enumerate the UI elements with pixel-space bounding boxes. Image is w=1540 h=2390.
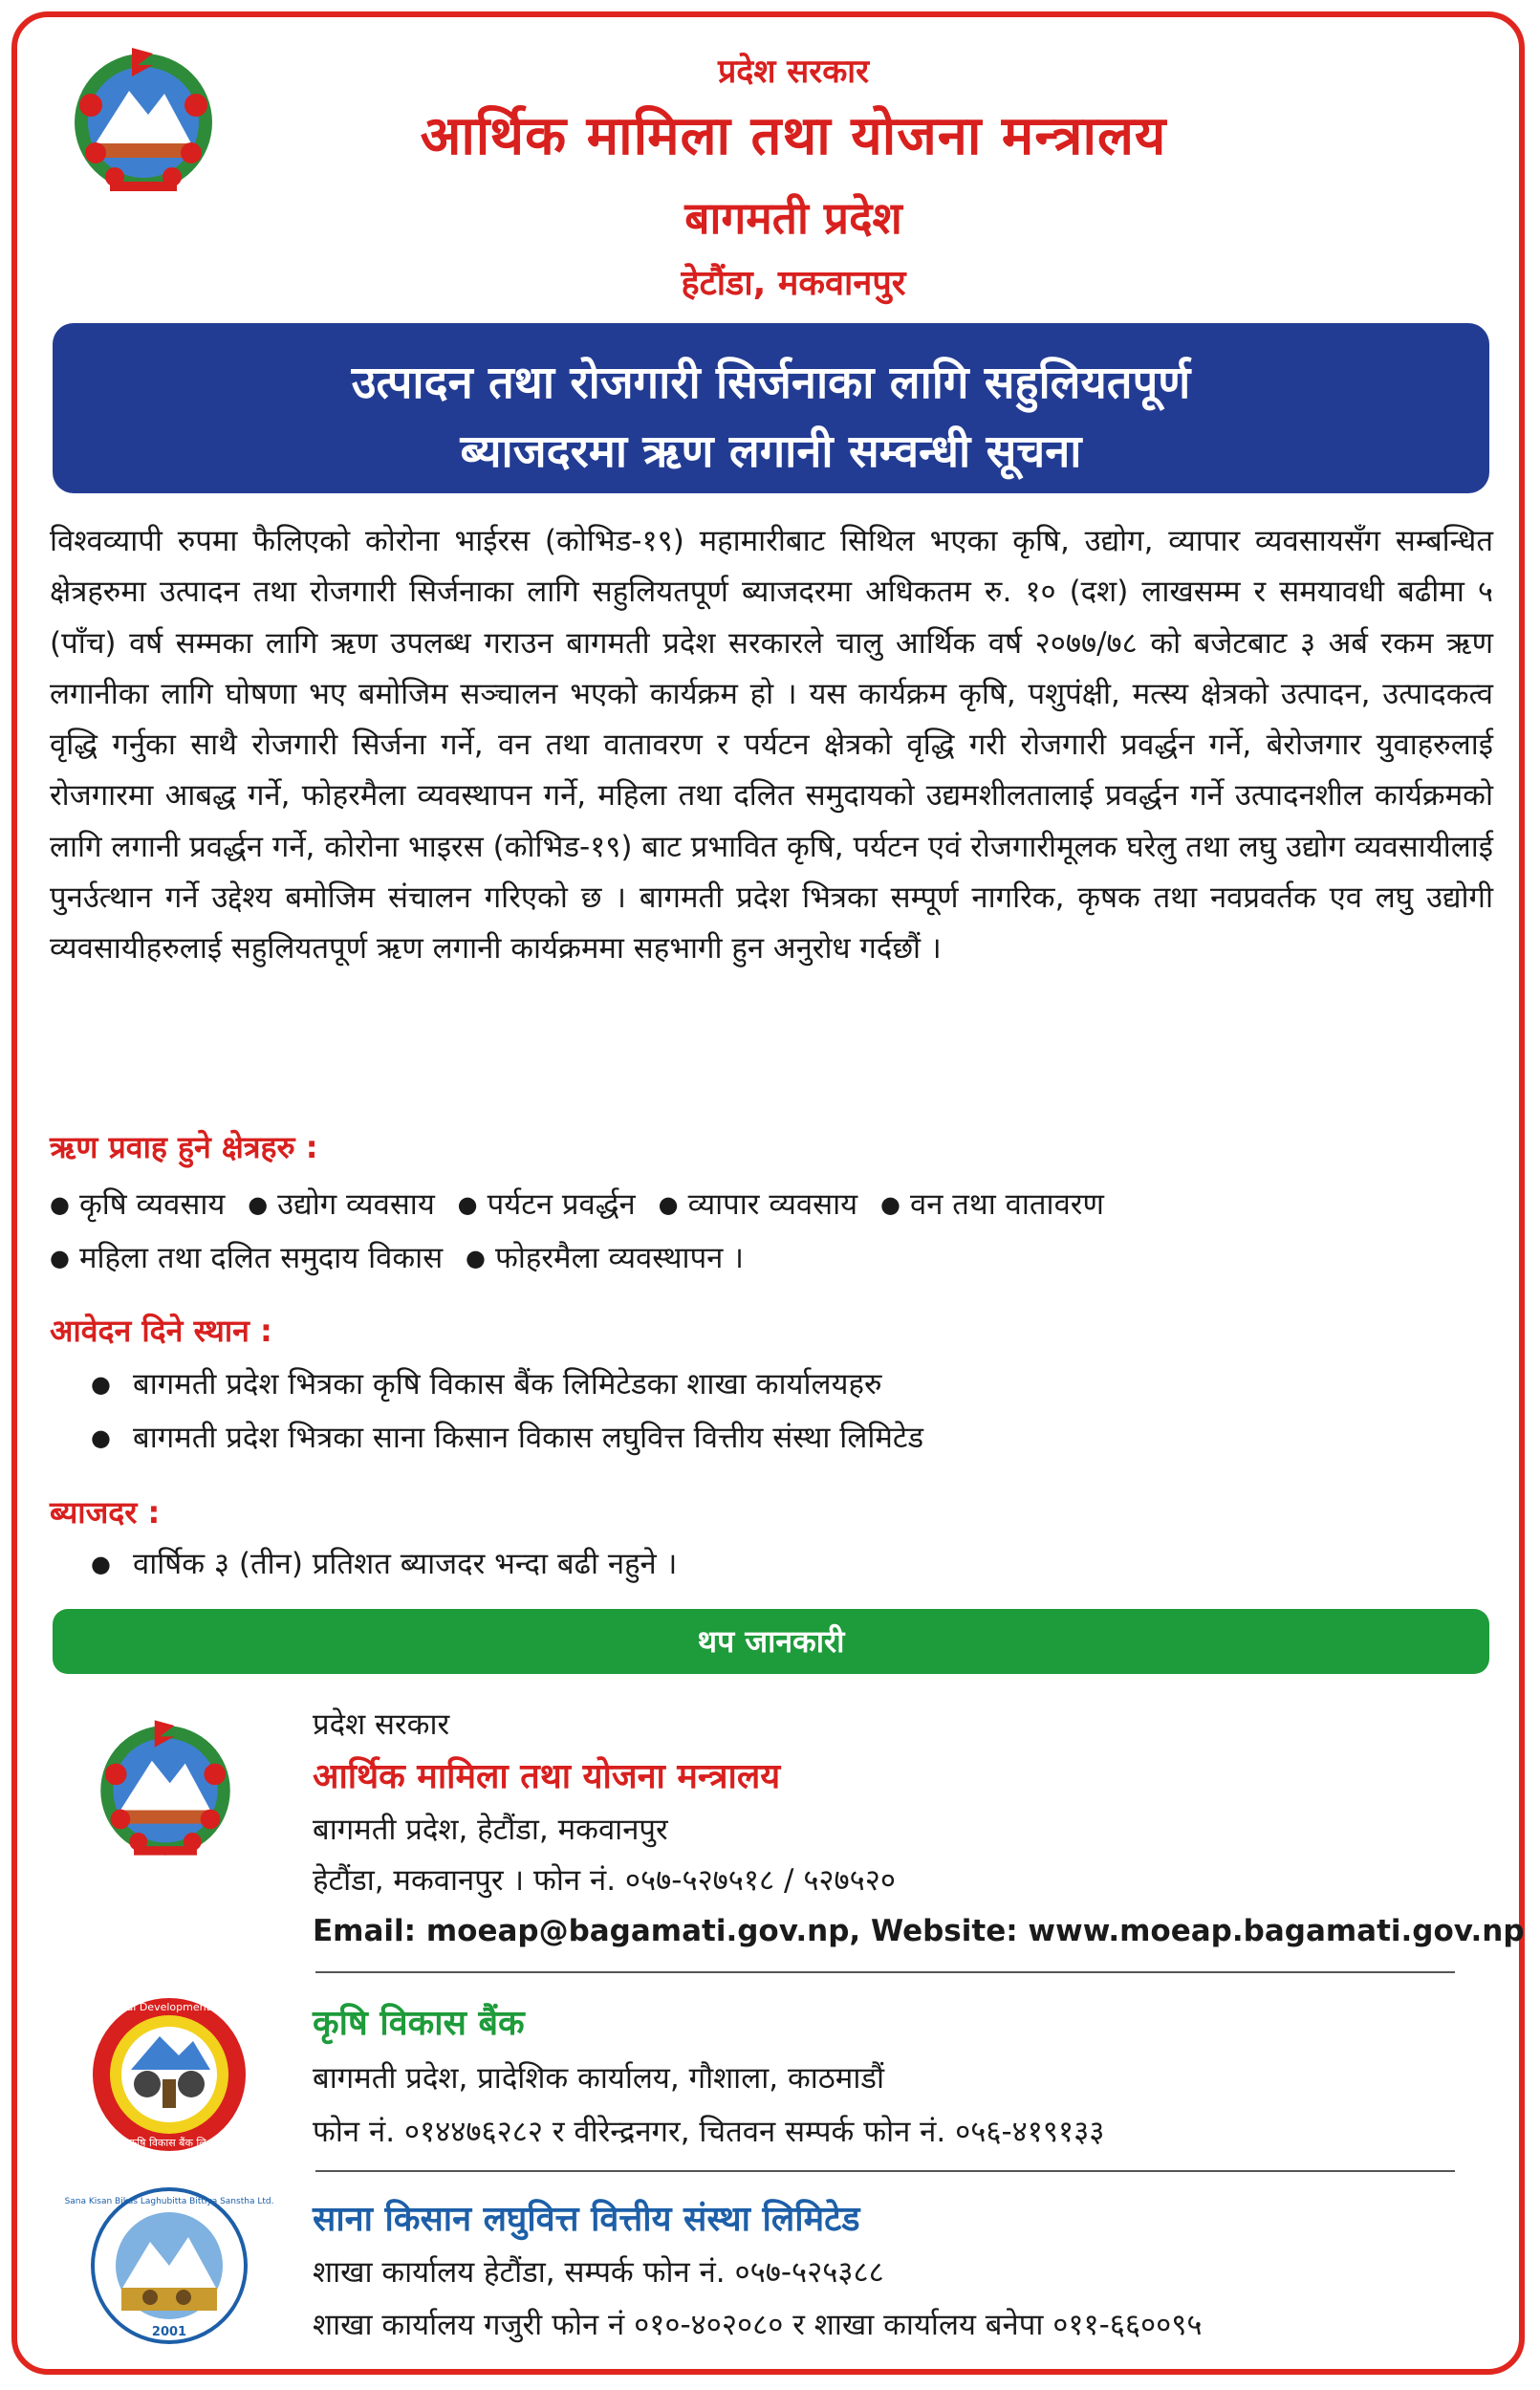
banner-line-1: उत्पादन तथा रोजगारी सिर्जनाका लागि सहुलियतपूर्ण (351, 357, 1191, 409)
contact-ministry-phone: हेटौंडा, मकवानपुर । फोन नं. ०५७-५२७५१८ / ५२७५२० (313, 1863, 897, 1898)
notice-paragraph: विश्वव्यापी रुपमा फैलिएको कोरोना भाईरस (कोभिड-१९) महामारीबाट सिथिल भएका कृषि, उद्योग, व्यापार व्यवसायसँग सम्बन्धित क्षेत्रहरुमा उत्पादन तथा रोजगारी सिर्जनाका लागि सहुलियतपूर्ण ब्याजदरमा अधिकतम रु. १० (दश) लाखसम्म र समयावधी बढीमा ५ (पाँच) वर्ष सम्मका लागि ऋण उपलब्ध गराउन बागमती प्रदेश सरकारले चालु आर्थिक वर्ष २०७७/७८ को बजेटबाट ३ अर्ब रकम ऋण लगानीका लागि घोषणा भए बमोजिम सञ्चालन भएको कार्यक्रम हो । यस कार्यक्रम कृषि, पशुपंक्षी, मत्स्य क्षेत्रको उत्पादन, उत्पादकत्व वृद्धि गर्नुका साथै रोजगारी सिर्जना गर्ने, वन तथा वातावरण र पर्यटन क्षेत्रको वृद्धि गरी रोजगारी प्रवर्द्धन गर्ने, बेरोजगार युवाहरुलाई रोजगारमा आबद्ध गर्ने, फोहरमैला व्यवस्थापन गर्ने, महिला तथा दलित समुदायको उद्यमशीलतालाई प्रवर्द्धन गर्ने उत्पादनशील कार्यक्रमको लागि लगानी प्रवर्द्धन गर्ने, कोरोना भाइरस (कोभिड-१९) बाट प्रभावित कृषि, पर्यटन एवं रोजगारीमूलक घरेलु तथा लघु उद्योग व्यवसायीलाई पुनर्उत्थान गर्ने उद्देश्य बमोजिम संचालन गरिएको छ । बागमती प्रदेश भित्रका सम्पूर्ण नागरिक, कृषक तथा नवप्रवर्तक एव लघु उद्योगी व्यवसायीहरुलाई सहुलियतपूर्ण ऋण लगानी कार्यक्रममा सहभागी हुन अनुरोध गर्दछौं । (50, 524, 1493, 967)
apply-places-title: आवेदन दिने स्थान : (50, 1313, 272, 1349)
contact-adbl-phone: फोन नं. ०१४४७६२८२ र वीरेन्द्रनगर, चितवन सम्पर्क फोन नं. ०५६-४१९१३३ (313, 2115, 1105, 2149)
nepal-emblem-icon (57, 38, 229, 201)
list-item: ● फोहरमैला व्यवस्थापन । (466, 1241, 744, 1275)
contact-ministry-web: Email: moeap@bagamati.gov.np, Website: www.moeap.bagamati.gov.np (313, 1914, 1525, 1948)
list-item: ● कृषि व्यवसाय (50, 1187, 226, 1222)
banner-line-2: ब्याजदरमा ऋण लगानी सम्वन्धी सूचना (460, 425, 1082, 478)
ministry-title: आर्थिक मामिला तथा योजना मन्त्रालय (420, 105, 1167, 167)
notice-body (50, 516, 1493, 975)
sana-logo-text: Sana Kisan Bikas Laghubitta Bittiya Sanstha Ltd. (64, 2197, 274, 2206)
contact-sana-line-2: शाखा कार्यालय गजुरी फोन नं ०१०-४०२०८० र शाखा कार्यालय बनेपा ०११-६६००९५ (313, 2308, 1203, 2342)
list-item: ● व्यापार व्यवसाय (658, 1187, 858, 1222)
contact-gov-label: प्रदेश सरकार (313, 1707, 450, 1742)
interest-title: ब्याजदर : (50, 1494, 161, 1531)
adbl-logo-text-bottom: कृषि विकास बैंक लि. (128, 2137, 210, 2149)
adbl-logo-icon (75, 1993, 264, 2156)
notice-banner (53, 323, 1489, 493)
sana-kisan-logo-icon (64, 2184, 274, 2347)
list-item: ● वार्षिक ३ (तीन) प्रतिशत ब्याजदर भन्दा बढी नहुने । (91, 1537, 1486, 1591)
adbl-logo-text-top: Agricultural Development Bank Ltd. (75, 2001, 264, 2013)
interest-list (91, 1537, 1486, 1591)
ministry-contact (313, 1704, 1525, 1981)
sana-contact (313, 2194, 1460, 2357)
list-item: ● वन तथा वातावरण (880, 1187, 1104, 1222)
contact-adbl-address: बागमती प्रदेश, प्रादेशिक कार्यालय, गौशाला, काठमाडौं (313, 2061, 884, 2096)
loan-sectors-list (50, 1178, 1503, 1285)
list-item: ● बागमती प्रदेश भित्रका कृषि विकास बैंक लिमिटेडका शाखा कार्यालयहरु (91, 1358, 1486, 1411)
contact-adbl-name: कृषि विकास बैंक (313, 2004, 525, 2043)
contact-sana-name: साना किसान लघुवित्त वित्तीय संस्था लिमिटेड (313, 2200, 860, 2239)
list-item: ● पर्यटन प्रवर्द्धन (457, 1187, 636, 1222)
list-item: ● महिला तथा दलित समुदाय विकास (50, 1241, 444, 1275)
province-label: बागमती प्रदेश (684, 192, 902, 244)
sana-logo-year: 2001 (151, 2325, 187, 2339)
list-item: ● बागमती प्रदेश भित्रका साना किसान विकास लघुवित्त वित्तीय संस्था लिमिटेड (91, 1411, 1486, 1465)
loan-sectors-title: ऋण प्रवाह हुने क्षेत्रहरु : (50, 1129, 318, 1165)
city-label: हेटौंडा, मकवानपुर (681, 264, 906, 303)
government-label: प्रदेश सरकार (717, 53, 870, 91)
divider (315, 1971, 1455, 1973)
contact-ministry-address: बागमती प्रदेश, हेटौंडा, मकवानपुर (313, 1813, 668, 1847)
nepal-emblem-icon (84, 1711, 247, 1864)
list-item: ● उद्योग व्यवसाय (248, 1187, 435, 1222)
divider (315, 2170, 1455, 2172)
apply-places-list (91, 1358, 1486, 1465)
contact-sana-line-1: शाखा कार्यालय हेटौंडा, सम्पर्क फोन नं. ०५७-५२५३८८ (313, 2255, 884, 2290)
adbl-contact (313, 1998, 1460, 2161)
more-info-bar: थप जानकारी (53, 1609, 1489, 1674)
contact-ministry-name: आर्थिक मामिला तथा योजना मन्त्रालय (313, 1757, 781, 1796)
